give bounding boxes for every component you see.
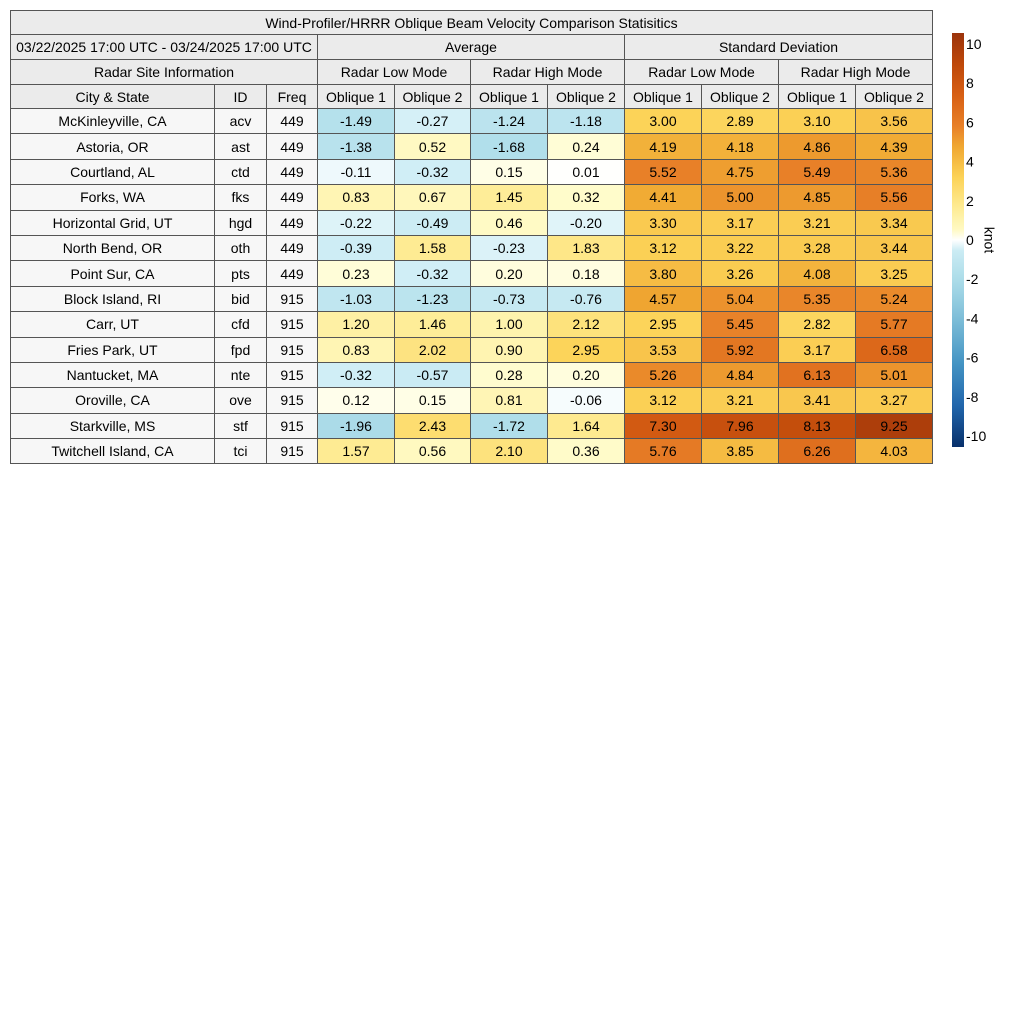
value-cell-avg-high-oblique-1: 0.15 [471,159,548,184]
site-freq-cell: 915 [267,362,318,387]
site-id-cell: cfd [215,312,267,337]
value-cell-sd-low-oblique-2: 3.22 [702,235,779,260]
colorbar-tick-label: 4 [966,153,974,170]
colorbar-tick-label: -10 [966,428,987,444]
table-row [11,210,933,235]
value-cell-sd-low-oblique-2: 7.96 [702,413,779,438]
value-cell-avg-high-oblique-2: -0.06 [548,388,625,413]
value-cell-sd-low-oblique-2: 4.84 [702,362,779,387]
value-cell-avg-low-oblique-2: -0.32 [395,261,471,286]
value-cell-sd-low-oblique-1: 3.53 [625,337,702,362]
value-cell-sd-high-oblique-2: 3.44 [856,235,933,260]
value-cell-avg-high-oblique-1: 2.10 [471,439,548,464]
value-cell-avg-high-oblique-1: -0.73 [471,286,548,311]
value-cell-avg-low-oblique-2: 1.46 [395,312,471,337]
value-cell-sd-low-oblique-2: 4.18 [702,134,779,159]
value-cell-sd-high-oblique-2: 5.56 [856,185,933,210]
value-cell-sd-low-oblique-2: 3.21 [702,388,779,413]
value-cell-avg-high-oblique-1: 0.46 [471,210,548,235]
value-cell-sd-high-oblique-1: 3.21 [779,210,856,235]
stats-table [10,10,933,464]
site-name-cell: Carr, UT [11,312,215,337]
value-cell-sd-low-oblique-1: 3.00 [625,109,702,134]
site-id-cell: pts [215,261,267,286]
value-cell-avg-low-oblique-1: -1.03 [318,286,395,311]
value-cell-sd-low-oblique-1: 4.19 [625,134,702,159]
value-cell-sd-high-oblique-2: 4.39 [856,134,933,159]
table-row [11,134,933,159]
value-cell-sd-high-oblique-1: 3.17 [779,337,856,362]
value-cell-avg-low-oblique-1: -0.39 [318,235,395,260]
value-cell-sd-low-oblique-2: 5.92 [702,337,779,362]
table-row [11,159,933,184]
site-name-cell: McKinleyville, CA [11,109,215,134]
site-id-cell: fks [215,185,267,210]
value-cell-avg-high-oblique-2: 2.95 [548,337,625,362]
sd-high-mode-header: Radar High Mode [779,60,933,85]
value-cell-avg-low-oblique-1: -0.22 [318,210,395,235]
value-cell-avg-low-oblique-1: -1.96 [318,413,395,438]
value-cell-avg-low-oblique-1: 0.23 [318,261,395,286]
site-id-cell: nte [215,362,267,387]
value-cell-avg-low-oblique-2: -0.57 [395,362,471,387]
table-body [11,109,933,464]
table-title: Wind-Profiler/HRRR Oblique Beam Velocity Comparison Statisitics [11,11,933,35]
table-row [11,388,933,413]
site-id-cell: ctd [215,159,267,184]
col-header-city: City & State [11,85,215,109]
value-cell-avg-high-oblique-2: -0.20 [548,210,625,235]
value-cell-sd-low-oblique-2: 3.26 [702,261,779,286]
value-cell-sd-high-oblique-2: 4.03 [856,439,933,464]
value-cell-avg-high-oblique-2: 0.20 [548,362,625,387]
col-header-sd-high-oblique-2: Oblique 2 [856,85,933,109]
table-row [11,312,933,337]
site-id-cell: acv [215,109,267,134]
site-freq-cell: 449 [267,235,318,260]
colorbar-tick-label: 10 [966,36,982,52]
site-freq-cell: 915 [267,413,318,438]
site-freq-cell: 915 [267,337,318,362]
value-cell-avg-low-oblique-2: 0.15 [395,388,471,413]
value-cell-sd-low-oblique-1: 5.76 [625,439,702,464]
site-id-cell: bid [215,286,267,311]
value-cell-avg-high-oblique-1: 0.28 [471,362,548,387]
value-cell-avg-high-oblique-1: -1.72 [471,413,548,438]
table-row [11,439,933,464]
value-cell-avg-low-oblique-1: -0.32 [318,362,395,387]
site-name-cell: Courtland, AL [11,159,215,184]
colorbar-tick-label: -8 [966,388,979,405]
value-cell-sd-low-oblique-1: 4.57 [625,286,702,311]
value-cell-avg-high-oblique-2: 0.18 [548,261,625,286]
col-header-sd-low-oblique-2: Oblique 2 [702,85,779,109]
value-cell-sd-high-oblique-1: 5.35 [779,286,856,311]
value-cell-sd-low-oblique-2: 4.75 [702,159,779,184]
value-cell-avg-high-oblique-1: 0.90 [471,337,548,362]
avg-high-mode-header: Radar High Mode [471,60,625,85]
value-cell-avg-low-oblique-1: 0.83 [318,185,395,210]
colorbar [952,33,1012,453]
value-cell-avg-high-oblique-2: -0.76 [548,286,625,311]
value-cell-sd-low-oblique-2: 5.04 [702,286,779,311]
value-cell-sd-low-oblique-2: 2.89 [702,109,779,134]
value-cell-sd-high-oblique-2: 3.25 [856,261,933,286]
site-freq-cell: 915 [267,286,318,311]
site-name-cell: Astoria, OR [11,134,215,159]
site-id-cell: ast [215,134,267,159]
table-row [11,362,933,387]
site-name-cell: Forks, WA [11,185,215,210]
value-cell-sd-high-oblique-1: 3.41 [779,388,856,413]
value-cell-sd-high-oblique-1: 2.82 [779,312,856,337]
colorbar-gradient [952,33,964,447]
colorbar-tick-label: -2 [966,271,979,288]
value-cell-avg-low-oblique-2: 0.67 [395,185,471,210]
value-cell-sd-high-oblique-1: 6.13 [779,362,856,387]
site-freq-cell: 449 [267,185,318,210]
avg-low-mode-header: Radar Low Mode [318,60,471,85]
value-cell-sd-low-oblique-2: 5.00 [702,185,779,210]
table-row [11,261,933,286]
value-cell-avg-low-oblique-1: -0.11 [318,159,395,184]
average-group-header: Average [318,35,625,60]
value-cell-avg-high-oblique-1: 0.81 [471,388,548,413]
value-cell-avg-high-oblique-1: -1.68 [471,134,548,159]
table-row [11,235,933,260]
value-cell-avg-high-oblique-1: 0.20 [471,261,548,286]
value-cell-sd-high-oblique-1: 8.13 [779,413,856,438]
col-header-avg-high-oblique-1: Oblique 1 [471,85,548,109]
site-name-cell: Oroville, CA [11,388,215,413]
value-cell-sd-high-oblique-2: 5.01 [856,362,933,387]
value-cell-avg-low-oblique-2: 2.43 [395,413,471,438]
site-name-cell: Nantucket, MA [11,362,215,387]
value-cell-avg-low-oblique-1: 1.20 [318,312,395,337]
site-name-cell: Twitchell Island, CA [11,439,215,464]
value-cell-sd-low-oblique-2: 3.17 [702,210,779,235]
colorbar-tick-label: -4 [966,310,979,327]
site-id-cell: oth [215,235,267,260]
value-cell-sd-low-oblique-1: 5.26 [625,362,702,387]
value-cell-avg-high-oblique-2: 0.32 [548,185,625,210]
value-cell-sd-low-oblique-1: 2.95 [625,312,702,337]
value-cell-avg-low-oblique-2: 0.52 [395,134,471,159]
value-cell-sd-high-oblique-2: 6.58 [856,337,933,362]
value-cell-sd-high-oblique-2: 5.24 [856,286,933,311]
value-cell-sd-high-oblique-1: 4.86 [779,134,856,159]
value-cell-avg-high-oblique-2: 1.83 [548,235,625,260]
site-name-cell: Fries Park, UT [11,337,215,362]
site-id-cell: ove [215,388,267,413]
colorbar-tick-label: 8 [966,75,974,92]
table-row [11,185,933,210]
site-freq-cell: 449 [267,210,318,235]
value-cell-avg-low-oblique-1: -1.38 [318,134,395,159]
value-cell-sd-low-oblique-1: 3.12 [625,388,702,413]
value-cell-sd-low-oblique-1: 3.12 [625,235,702,260]
site-name-cell: Horizontal Grid, UT [11,210,215,235]
value-cell-avg-low-oblique-2: -0.49 [395,210,471,235]
value-cell-avg-low-oblique-2: -0.27 [395,109,471,134]
value-cell-sd-low-oblique-2: 3.85 [702,439,779,464]
site-freq-cell: 449 [267,134,318,159]
site-info-header: Radar Site Information [11,60,318,85]
value-cell-avg-high-oblique-2: 1.64 [548,413,625,438]
value-cell-avg-low-oblique-1: 0.83 [318,337,395,362]
value-cell-sd-high-oblique-1: 4.08 [779,261,856,286]
stddev-group-header: Standard Deviation [625,35,933,60]
colorbar-tick-label: 2 [966,192,974,209]
table-row [11,109,933,134]
value-cell-avg-low-oblique-2: -0.32 [395,159,471,184]
sd-low-mode-header: Radar Low Mode [625,60,779,85]
site-freq-cell: 449 [267,109,318,134]
value-cell-sd-high-oblique-1: 6.26 [779,439,856,464]
site-freq-cell: 449 [267,159,318,184]
col-header-sd-high-oblique-1: Oblique 1 [779,85,856,109]
col-header-sd-low-oblique-1: Oblique 1 [625,85,702,109]
value-cell-sd-high-oblique-2: 3.27 [856,388,933,413]
value-cell-sd-high-oblique-2: 5.77 [856,312,933,337]
site-freq-cell: 915 [267,439,318,464]
value-cell-avg-low-oblique-1: -1.49 [318,109,395,134]
colorbar-tick-label: -6 [966,349,979,366]
value-cell-avg-low-oblique-2: 2.02 [395,337,471,362]
site-name-cell: Block Island, RI [11,286,215,311]
value-cell-avg-low-oblique-1: 1.57 [318,439,395,464]
value-cell-sd-high-oblique-1: 4.85 [779,185,856,210]
colorbar-tick-label: 6 [966,114,974,131]
value-cell-avg-high-oblique-1: -1.24 [471,109,548,134]
table-row [11,413,933,438]
value-cell-avg-high-oblique-1: -0.23 [471,235,548,260]
value-cell-avg-low-oblique-1: 0.12 [318,388,395,413]
period-label: 03/22/2025 17:00 UTC - 03/24/2025 17:00 UTC [11,35,318,60]
site-freq-cell: 915 [267,312,318,337]
value-cell-sd-low-oblique-1: 4.41 [625,185,702,210]
value-cell-sd-high-oblique-1: 5.49 [779,159,856,184]
site-freq-cell: 915 [267,388,318,413]
value-cell-sd-high-oblique-2: 3.56 [856,109,933,134]
value-cell-avg-high-oblique-1: 1.45 [471,185,548,210]
table-row [11,286,933,311]
site-id-cell: stf [215,413,267,438]
value-cell-avg-high-oblique-2: 0.24 [548,134,625,159]
site-name-cell: North Bend, OR [11,235,215,260]
col-header-avg-low-oblique-2: Oblique 2 [395,85,471,109]
value-cell-sd-high-oblique-1: 3.10 [779,109,856,134]
value-cell-sd-low-oblique-1: 3.80 [625,261,702,286]
site-id-cell: fpd [215,337,267,362]
value-cell-sd-low-oblique-1: 3.30 [625,210,702,235]
value-cell-avg-high-oblique-2: -1.18 [548,109,625,134]
col-header-avg-low-oblique-1: Oblique 1 [318,85,395,109]
value-cell-avg-high-oblique-2: 2.12 [548,312,625,337]
value-cell-avg-low-oblique-2: 0.56 [395,439,471,464]
site-id-cell: tci [215,439,267,464]
value-cell-avg-low-oblique-2: -1.23 [395,286,471,311]
value-cell-avg-high-oblique-1: 1.00 [471,312,548,337]
table-row [11,337,933,362]
colorbar-tick-label: 0 [966,232,974,248]
col-header-avg-high-oblique-2: Oblique 2 [548,85,625,109]
value-cell-avg-high-oblique-2: 0.36 [548,439,625,464]
value-cell-sd-high-oblique-2: 9.25 [856,413,933,438]
col-header-freq: Freq [267,85,318,109]
value-cell-sd-low-oblique-2: 5.45 [702,312,779,337]
colorbar-units-label: knot [981,226,998,254]
value-cell-avg-low-oblique-2: 1.58 [395,235,471,260]
value-cell-sd-high-oblique-1: 3.28 [779,235,856,260]
value-cell-sd-high-oblique-2: 3.34 [856,210,933,235]
value-cell-avg-high-oblique-2: 0.01 [548,159,625,184]
col-header-id: ID [215,85,267,109]
value-cell-sd-low-oblique-1: 7.30 [625,413,702,438]
site-id-cell: hgd [215,210,267,235]
value-cell-sd-high-oblique-2: 5.36 [856,159,933,184]
site-name-cell: Point Sur, CA [11,261,215,286]
site-freq-cell: 449 [267,261,318,286]
value-cell-sd-low-oblique-1: 5.52 [625,159,702,184]
site-name-cell: Starkville, MS [11,413,215,438]
